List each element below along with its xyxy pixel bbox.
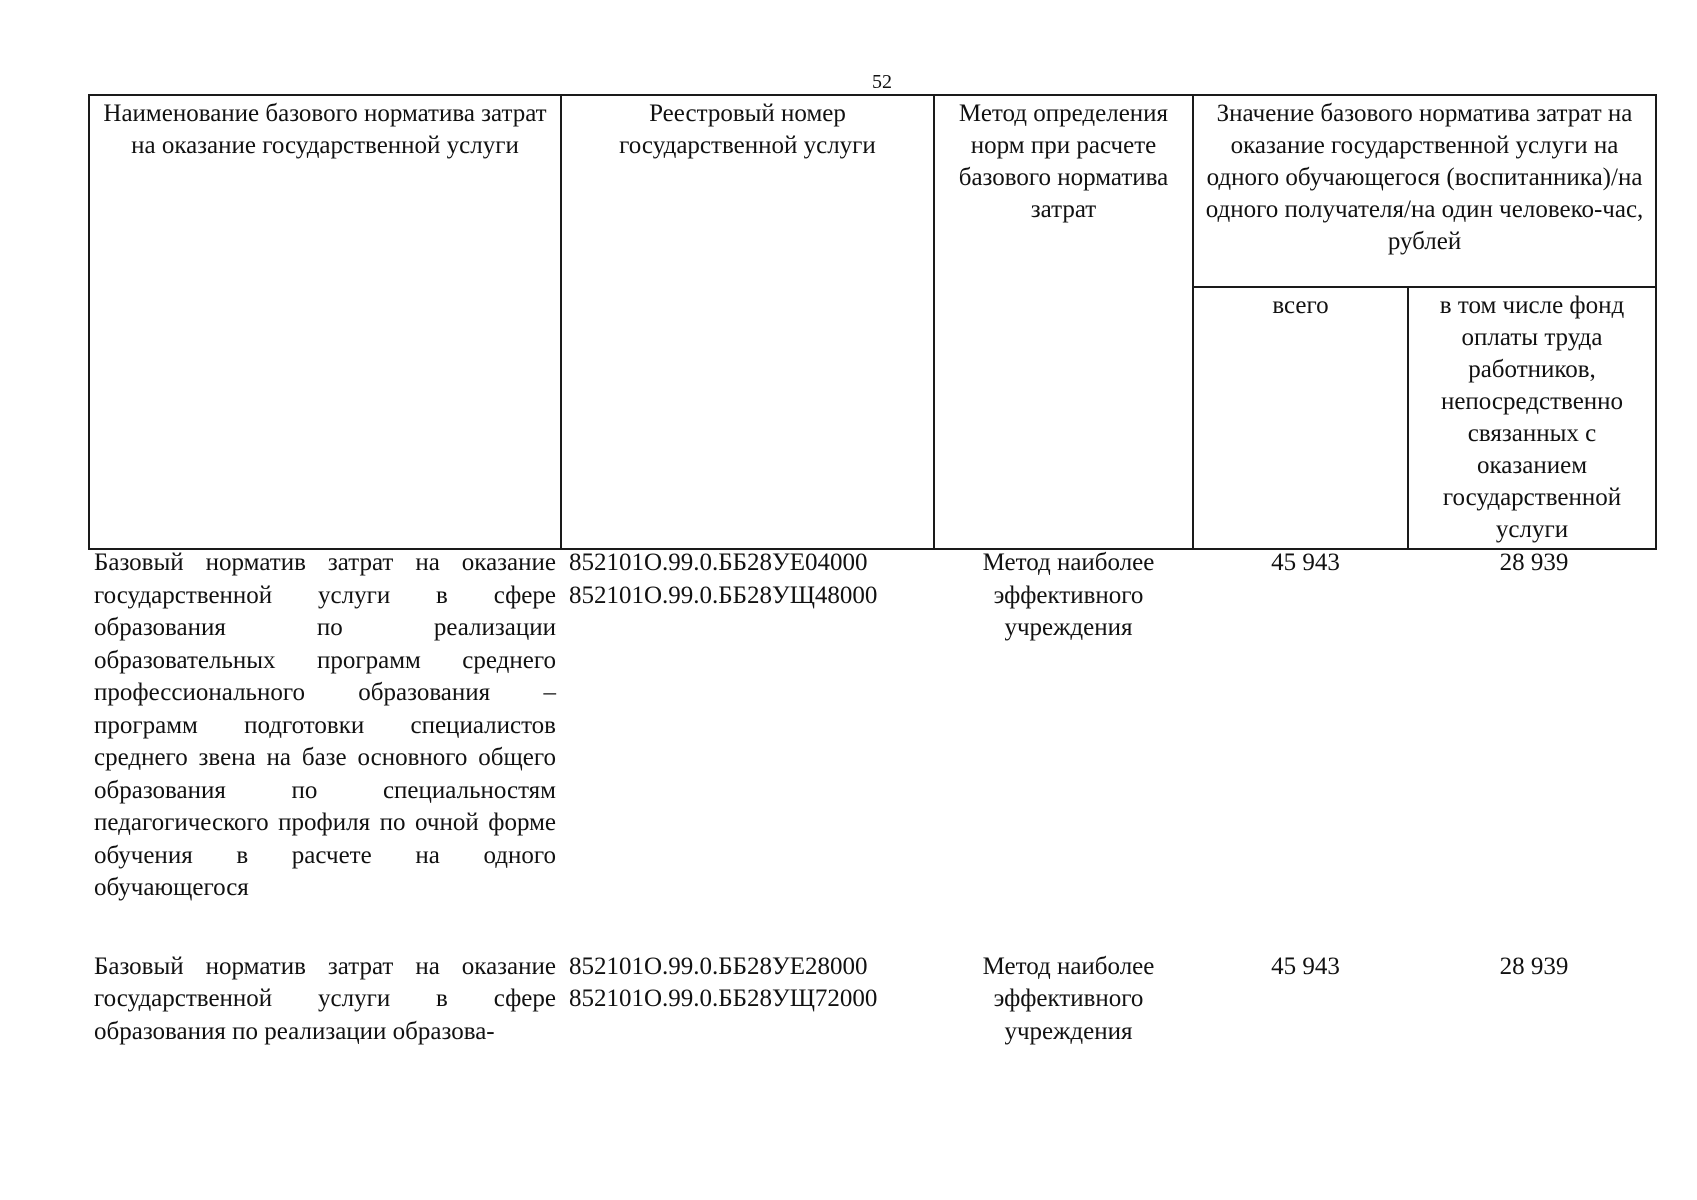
header-method-cell (934, 95, 1193, 549)
table-body (94, 547, 1655, 1048)
registry-number: 852101О.99.0.ББ28УЕ28000 (569, 952, 868, 980)
header-value-cell (1193, 95, 1656, 287)
row-method: Метод наиболее эффективного учреждения (982, 549, 1155, 641)
header-registry-label: Реестровый номер государственной услуги (619, 100, 876, 159)
row-fund: 28 939 (1499, 549, 1569, 576)
header-name-label: Наименование базового норматива затрат на оказание государственной услуги (103, 100, 547, 159)
header-name-cell (89, 95, 561, 549)
row-name: Базовый норматив затрат на оказание государственной услуги в сфере образования по реализации образова- (94, 952, 556, 1045)
table-row (94, 547, 1655, 951)
header-value-label: Значение базового норматива затрат на оказание государственной услуги на одного обучающегося (воспитанника)/на одного получателя/на один человеко-час, рублей (1205, 100, 1644, 255)
row-method: Метод наиболее эффективного учреждения (982, 952, 1155, 1045)
page-number: 52 (872, 71, 892, 93)
row-name: Базовый норматив затрат на оказание государственной услуги в сфере образования по реализации образовательных программ среднего профессионального образования – программ подготовки специалистов среднего звена на базе основного общего образования по специальностям педагогического профиля по очной форме обучения в расчете на одного обучающегося (94, 549, 556, 901)
header-fund-label: в том числе фонд оплаты труда работников, непосредственно связанных с оказанием государственной услуги (1439, 292, 1625, 543)
registry-number: 852101О.99.0.ББ28УЩ48000 (569, 581, 878, 609)
row-total: 45 943 (1271, 549, 1340, 576)
header-total-cell (1193, 287, 1408, 549)
row-registry (566, 951, 939, 1049)
table-header (88, 94, 1657, 550)
row-fund: 28 939 (1499, 952, 1569, 980)
header-total-label: всего (1272, 292, 1329, 319)
registry-number: 852101О.99.0.ББ28УЩ72000 (569, 985, 878, 1012)
header-method-label: Метод определения норм при расчете базового норматива затрат (958, 100, 1169, 223)
registry-number: 852101О.99.0.ББ28УЕ04000 (569, 549, 868, 576)
header-fund-cell (1408, 287, 1656, 549)
header-registry-cell (561, 95, 934, 549)
row-registry (566, 547, 939, 951)
row-total: 45 943 (1271, 952, 1340, 980)
table-row (94, 951, 1655, 1049)
